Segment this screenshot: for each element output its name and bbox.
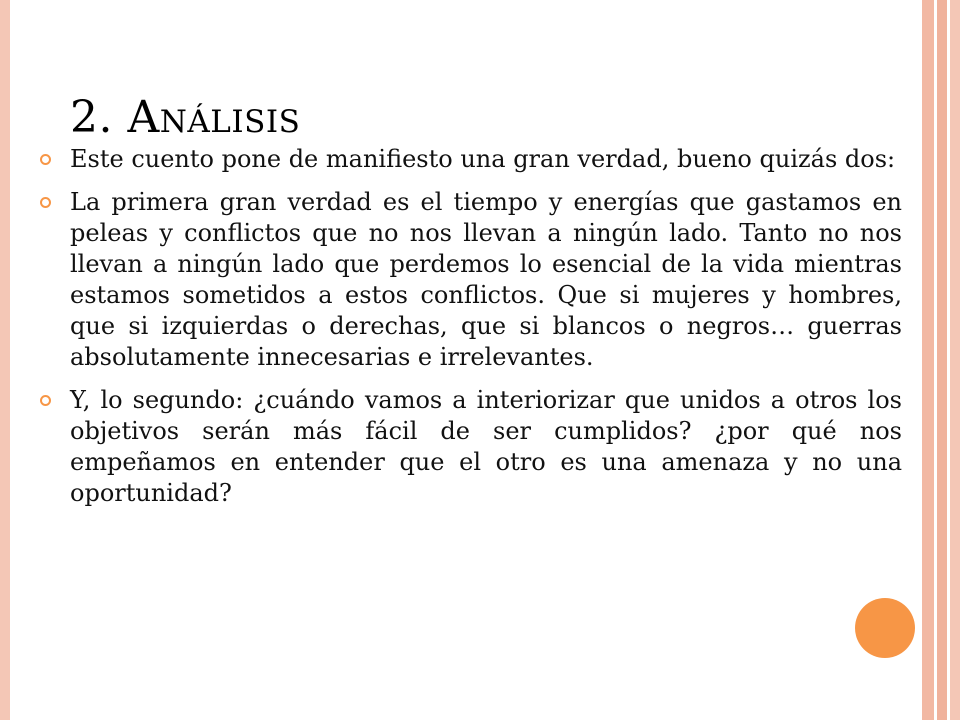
slide-content-area xyxy=(10,0,922,720)
bullet-list xyxy=(40,144,902,521)
slide-title xyxy=(70,92,300,143)
bullet-text: Y, lo segundo: ¿cuándo vamos a interiorizar que unidos a otros los objetivos serán más fácil de ser cumplidos? ¿por qué nos empeñamos en entender que el otro es una amenaza y no una oportunidad? xyxy=(70,386,902,507)
orange-circle-icon xyxy=(855,598,915,658)
bullet-circle-icon xyxy=(40,154,51,165)
decorative-stripe xyxy=(950,0,960,720)
bullet-text: La primera gran verdad es el tiempo y energías que gastamos en peleas y conflictos que no nos llevan a ningún lado. Tanto no nos llevan a ningún lado que perdemos lo esencial de la vida mientras estamos sometidos a estos conflictos. Que si mujeres y hombres, que si izquierdas o derechas, que si blancos o negros… guerras absolutamente innecesarias e irrelevantes. xyxy=(70,188,902,371)
bullet-item xyxy=(40,144,902,175)
bullet-text: Este cuento pone de manifiesto una gran verdad, bueno quizás dos: xyxy=(70,145,896,173)
slide-title-word: Análisis xyxy=(127,92,301,143)
decorative-stripe xyxy=(937,0,947,720)
bullet-circle-icon xyxy=(40,395,51,406)
bullet-item xyxy=(40,385,902,509)
bullet-item xyxy=(40,187,902,373)
decorative-stripe xyxy=(922,0,934,720)
slide-title-number: 2. xyxy=(70,92,128,143)
bullet-circle-icon xyxy=(40,197,51,208)
